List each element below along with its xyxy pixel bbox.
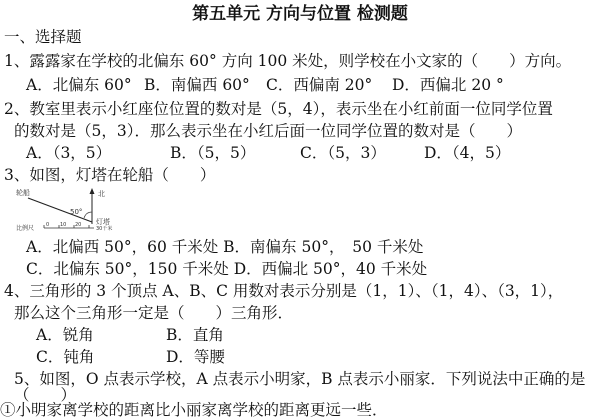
q1-option-b: B．南偏西 60° [144, 76, 250, 94]
q3-figure [14, 186, 144, 232]
lighthouse-label: 灯塔 [96, 218, 110, 226]
scale-tick-30: 30千米 [96, 226, 113, 232]
q2-stem-line1: 2、教室里表示小红座位位置的数对是（5，4），表示坐在小红前面一位同学位置 [4, 100, 553, 118]
q1-stem: 1、露露家在学校的北偏东 60° 方向 100 米处，则学校在小文家的（ ）方向。 [4, 52, 572, 70]
q2-stem-line2: 的数对是（5，3）．那么表示坐在小红后面一位同学位置的数对是（ ） [14, 122, 522, 140]
q4-option-a: A．锐角 [36, 326, 94, 344]
q1-option-d: D．西偏北 20 ° [392, 76, 504, 94]
q5-stem-line2: （ ） [14, 386, 77, 404]
q4-option-b: B．直角 [166, 326, 224, 344]
q4-option-d: D．等腰 [166, 348, 225, 366]
scale-tick-0: 0 [46, 222, 50, 228]
north-arrow-icon [90, 188, 95, 194]
q2-option-d: D．（4，5） [424, 144, 511, 162]
ship-label: 轮船 [16, 189, 30, 197]
q5-option-1: ①小明家离学校的距离比小丽家离学校的距离更远一些． [0, 401, 388, 419]
q3-options-line1: A．北偏西 50°，60 千米处 B．南偏东 50°， 50 千米处 [26, 238, 424, 256]
q1-option-a: A．北偏东 60° [26, 76, 132, 94]
page-title: 第五单元 方向与位置 检测题 [192, 4, 408, 24]
section-heading: 一、选择题 [4, 28, 82, 46]
angle-arc [84, 212, 92, 218]
scale-label: 比例尺 [16, 225, 35, 232]
scale-tick-10: 10 [60, 222, 67, 228]
q1-option-c: C．西偏南 20° [266, 76, 373, 94]
q5-stem-line1: 5、如图，O 点表示学校，A 点表示小明家，B 点表示小丽家．下列说法中正确的是 [14, 370, 586, 388]
q2-option-b: B．（5，5） [170, 144, 256, 162]
q3-stem: 3、如图，灯塔在轮船（ ） [4, 166, 216, 184]
q2-option-a: A．（3，5） [26, 144, 112, 162]
scale-tick-20: 20 [75, 222, 82, 228]
q4-option-c: C．钝角 [36, 348, 95, 366]
q4-stem-line2: 那么这个三角形一定是（ ）三角形． [14, 304, 294, 322]
q2-option-c: C．（5，3） [300, 144, 386, 162]
north-label: 北 [98, 190, 105, 198]
q4-stem-line1: 4、三角形的 3 个顶点 A、B、C 用数对表示分别是（1，1）、（1，4）、（3，1）， [4, 282, 564, 300]
q3-options-line2: C．北偏东 50°，150 千米处 D．西偏北 50°，40 千米处 [26, 260, 428, 278]
angle-label: 50° [70, 208, 83, 216]
